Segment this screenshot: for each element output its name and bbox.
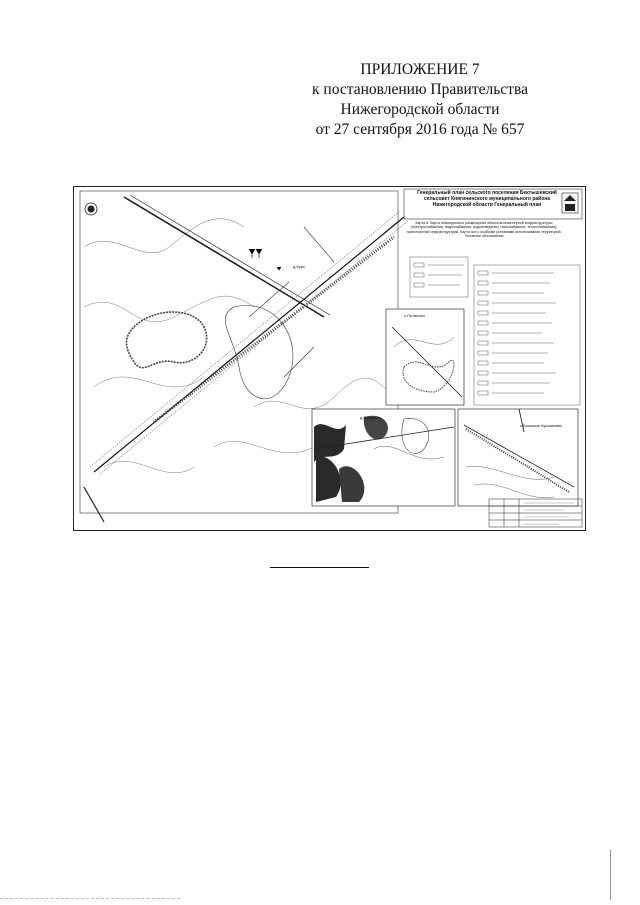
signature-divider (270, 567, 369, 568)
document-header (270, 60, 570, 140)
village-label-inset3: с.Большие Кушниковы (520, 423, 563, 428)
region-name: Нижегородской области (340, 101, 500, 118)
village-label-inset2: д.Бакурино (360, 415, 381, 420)
village-label-inset1: с.Потапово (404, 313, 425, 318)
scan-footer-line (0, 898, 180, 899)
decree-reference: к постановлению Правительства (312, 81, 528, 98)
map-subtitle: Карта 8. Карта планируемого размещения объектов инженерной инфраструктуры (электроснабжения, водоснабжения, водоотведения, газоснабжения, теплоснабжения), транспортной инфраструктуры. Карта зон с особыми условиями использования территорий. Условные обозначения (406, 221, 562, 239)
general-plan-map (73, 186, 586, 531)
decree-date: от 27 сентября 2016 года № 657 (315, 121, 525, 138)
appendix-number: ПРИЛОЖЕНИЕ 7 (360, 61, 480, 78)
map-title: Генеральный план сельского поселения Бектышевский сельсовет Княгининского муниципального района Нижегородской области Генеральный план (417, 190, 557, 208)
scan-edge-mark (610, 850, 611, 900)
village-label-main: д.Курх (293, 264, 305, 269)
